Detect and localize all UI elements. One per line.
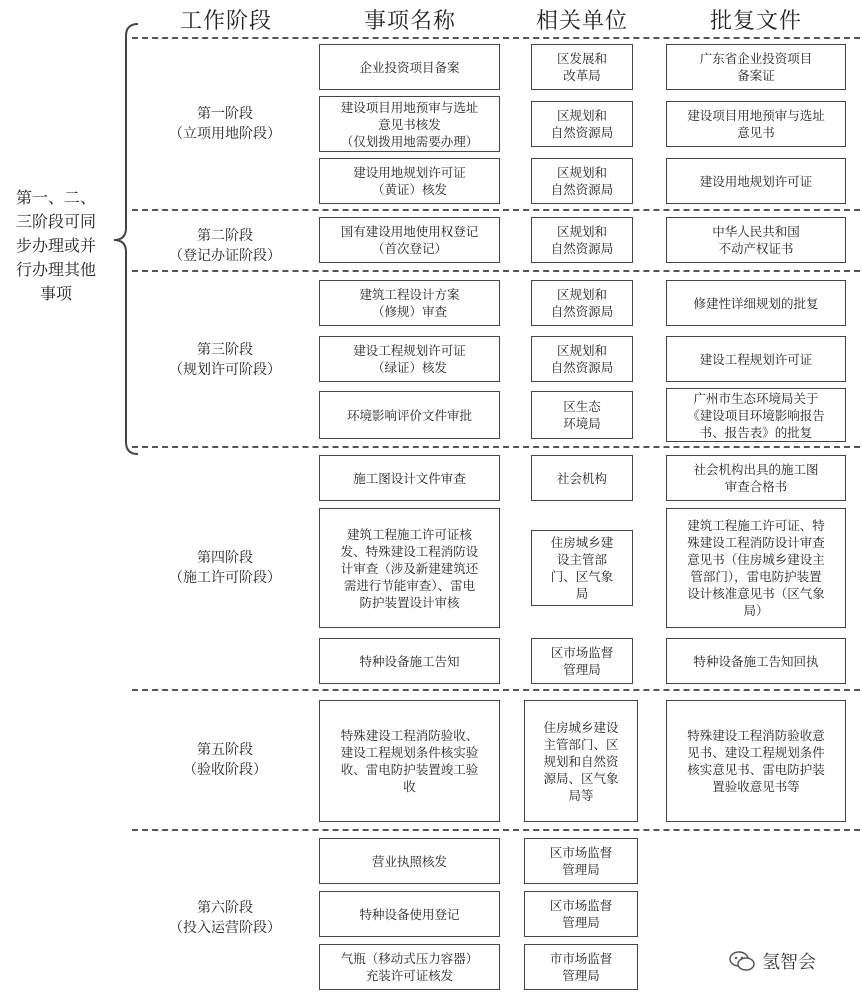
stage-label: [132, 104, 318, 144]
doc-box: 社会机构出具的施工图 审查合格书: [666, 455, 846, 501]
stage-sub: （规划许可阶段）: [169, 362, 281, 378]
unit-box: 区生态 环境局: [531, 391, 633, 439]
task-box: 国有建设用地使用权登记 （首次登记）: [319, 217, 500, 263]
task-box: 建筑工程设计方案 （修规）审查: [319, 280, 500, 326]
task-box: 建筑工程施工许可证核 发、特殊建设工程消防设 计审查（涉及新建建筑还 需进行节能审查）、雷电 防护装置设计审核: [319, 508, 500, 628]
stage-name: 第六阶段: [197, 900, 253, 916]
side-note-line: 第一、二、: [15, 188, 96, 207]
task-box: 施工图设计文件审查: [319, 455, 500, 501]
separator: [132, 689, 860, 691]
separator: [132, 270, 860, 272]
unit-box: 住房城乡建设 主管部门、区 规划和自然资 源局、区气象 局等: [524, 700, 638, 822]
header-stage: 工作阶段: [179, 9, 272, 34]
stage-name: 第四阶段: [197, 550, 253, 566]
side-note-line: 三阶段可同: [15, 212, 96, 231]
separator: [132, 446, 860, 448]
stage-sub: （立项用地阶段）: [169, 126, 281, 142]
unit-box: 区规划和 自然资源局: [531, 336, 633, 382]
unit-box: 区市场监督 管理局: [524, 891, 638, 937]
header-task: 事项名称: [363, 9, 456, 34]
unit-box: 区规划和 自然资源局: [531, 101, 633, 147]
header-unit: 相关单位: [535, 9, 628, 34]
side-note-line: 事项: [39, 284, 72, 303]
stage-name: 第二阶段: [197, 228, 253, 244]
task-box: 营业执照核发: [319, 838, 500, 884]
stage-label: [132, 548, 318, 588]
doc-box: 建筑工程施工许可证、特 殊建设工程消防设计审查 意见书（住房城乡建设主 管部门），雷电防护装置 设计核准意见书（区气象 局）: [666, 508, 846, 628]
stage-sub: （验收阶段）: [183, 762, 267, 778]
task-box: 建设工程规划许可证 （绿证）核发: [319, 336, 500, 382]
header-doc: 批复文件: [709, 9, 802, 34]
task-box: 气瓶（移动式压力容器） 充装许可证核发: [319, 944, 500, 990]
separator: [132, 209, 860, 211]
stage-label: [132, 740, 318, 780]
task-box: 特种设备使用登记: [319, 891, 500, 937]
stage-name: 第五阶段: [197, 742, 253, 758]
doc-box: 广东省企业投资项目 备案证: [666, 44, 846, 90]
doc-box: 特种设备施工告知回执: [666, 638, 846, 684]
stage-sub: （施工许可阶段）: [169, 570, 281, 586]
wechat-icon: [728, 950, 756, 972]
stage-name: 第一阶段: [197, 106, 253, 122]
task-box: 建设项目用地预审与选址 意见书核发 （仅划拨用地需要办理）: [319, 96, 500, 152]
unit-box: 区规划和 自然资源局: [531, 280, 633, 326]
unit-box: 社会机构: [531, 455, 633, 501]
stage-label: [132, 340, 318, 380]
task-box: 特殊建设工程消防验收、 建设工程规划条件核实验 收、雷电防护装置竣工验 收: [319, 700, 500, 822]
unit-box: 区规划和 自然资源局: [531, 158, 633, 204]
unit-box: 区市场监督 管理局: [531, 638, 633, 684]
doc-box: 建设工程规划许可证: [666, 336, 846, 382]
task-box: 企业投资项目备案: [319, 44, 500, 90]
watermark-text: 氢智会: [762, 952, 816, 973]
separator: [132, 37, 860, 39]
side-note: [2, 186, 110, 306]
unit-box: 住房城乡建 设主管部 门、区气象 局: [531, 530, 633, 606]
stage-label: [132, 226, 318, 266]
stage-sub: （投入运营阶段）: [169, 920, 281, 936]
side-note-line: 步办理或并: [15, 236, 96, 255]
stage-sub: （登记办证阶段）: [169, 248, 281, 264]
side-note-line: 行办理其他: [15, 260, 96, 279]
doc-box: 中华人民共和国 不动产权证书: [666, 217, 846, 263]
task-box: 建设用地规划许可证 （黄证）核发: [319, 158, 500, 204]
doc-box: 特殊建设工程消防验收意 见书、建设工程规划条件 核实意见书、雷电防护装 置验收意见书等: [666, 700, 846, 822]
stage-name: 第三阶段: [197, 342, 253, 358]
doc-box: 建设用地规划许可证: [666, 158, 846, 204]
task-box: 环境影响评价文件审批: [319, 391, 500, 439]
doc-box: 广州市生态环境局关于 《建设项目环境影响报告 书、报告表》的批复: [666, 388, 846, 442]
doc-box: 建设项目用地预审与选址 意见书: [666, 101, 846, 147]
unit-box: 区市场监督 管理局: [524, 838, 638, 884]
unit-box: 市市场监督 管理局: [524, 944, 638, 990]
doc-box: 修建性详细规划的批复: [666, 280, 846, 326]
task-box: 特种设备施工告知: [319, 638, 500, 684]
separator: [132, 829, 860, 831]
unit-box: 区发展和 改革局: [531, 44, 633, 90]
unit-box: 区规划和 自然资源局: [531, 217, 633, 263]
watermark: [728, 948, 816, 974]
stage-label: [132, 898, 318, 938]
